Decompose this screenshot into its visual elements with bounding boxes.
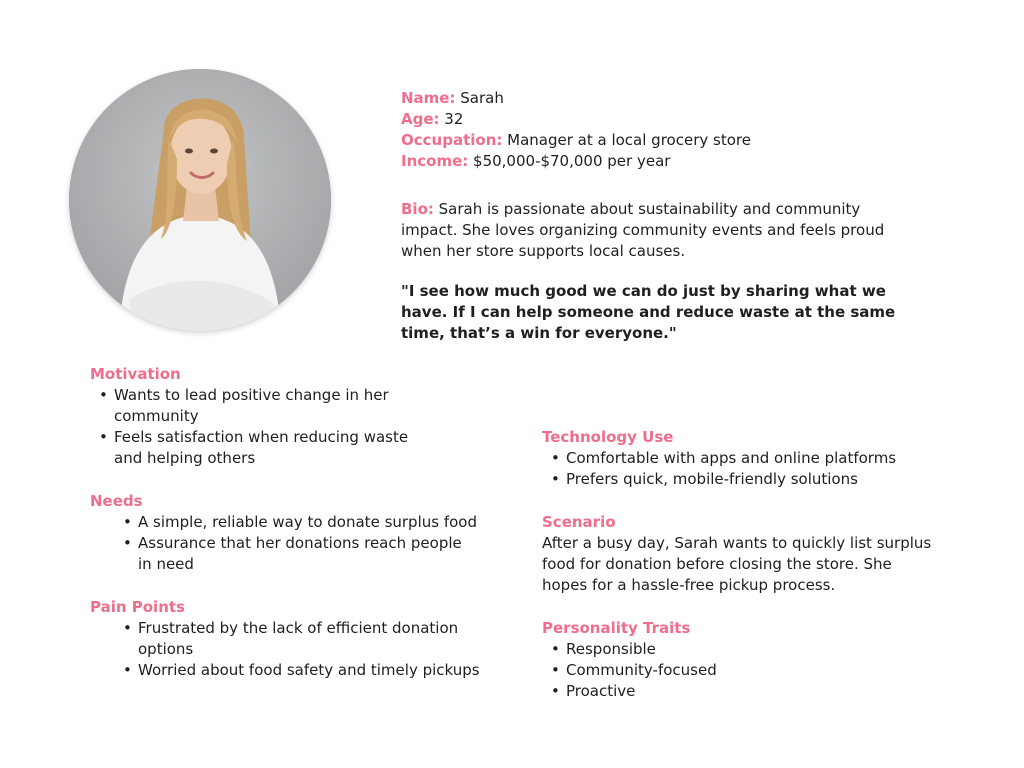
bio-label: Bio: (401, 200, 434, 218)
persona-photo (69, 69, 331, 331)
personality-title: Personality Traits (542, 619, 691, 637)
technology-list (542, 448, 942, 490)
list-item: • Frustrated by the lack of efficient donation options (138, 618, 480, 660)
list-item: • Community-focused (566, 660, 942, 681)
list-item: • Worried about food safety and timely pickups (138, 660, 480, 681)
personality-section (542, 618, 942, 702)
personality-list (542, 639, 942, 702)
list-item: • Comfortable with apps and online platforms (566, 448, 942, 469)
scenario-text: After a busy day, Sarah wants to quickly list surplus food for donation before closing the store. She hopes for a hassle-free pickup process. (542, 534, 932, 594)
name-row (401, 88, 921, 109)
list-item: • Responsible (566, 639, 942, 660)
technology-section (542, 427, 942, 490)
list-item: • A simple, reliable way to donate surplus food (138, 512, 480, 533)
income-value: $50,000-$70,000 per year (468, 152, 671, 170)
needs-list (90, 512, 480, 575)
age-row (401, 109, 921, 130)
income-row (401, 151, 921, 172)
persona-info (401, 88, 921, 172)
persona-quote: "I see how much good we can do just by sharing what we have. If I can help someone and reduce waste at the same time, that’s a win for everyone." (401, 282, 896, 342)
motivation-section (90, 364, 410, 469)
needs-title: Needs (90, 492, 143, 510)
list-item: • Wants to lead positive change in her community (114, 385, 410, 427)
needs-section (90, 491, 480, 575)
name-label: Name: (401, 89, 456, 107)
scenario-title: Scenario (542, 513, 616, 531)
pain-points-section (90, 597, 480, 681)
age-value: 32 (439, 110, 464, 128)
list-item: • Proactive (566, 681, 942, 702)
persona-portrait-illustration (69, 69, 331, 331)
age-label: Age: (401, 110, 440, 128)
scenario-section (542, 512, 937, 596)
list-item: • Assurance that her donations reach people in need (138, 533, 480, 575)
pain-points-list (90, 618, 480, 681)
list-item: • Feels satisfaction when reducing waste and helping others (114, 427, 410, 469)
bio (401, 199, 901, 262)
name-value: Sarah (455, 89, 504, 107)
occupation-row (401, 130, 921, 151)
motivation-list (90, 385, 410, 469)
bio-text: Sarah is passionate about sustainability and community impact. She loves organizing community events and feels proud when her store supports local causes. (401, 200, 885, 260)
occupation-label: Occupation: (401, 131, 503, 149)
list-item: • Prefers quick, mobile-friendly solutions (566, 469, 942, 490)
technology-title: Technology Use (542, 428, 674, 446)
occupation-value: Manager at a local grocery store (502, 131, 751, 149)
income-label: Income: (401, 152, 469, 170)
pain-points-title: Pain Points (90, 598, 185, 616)
motivation-title: Motivation (90, 365, 181, 383)
